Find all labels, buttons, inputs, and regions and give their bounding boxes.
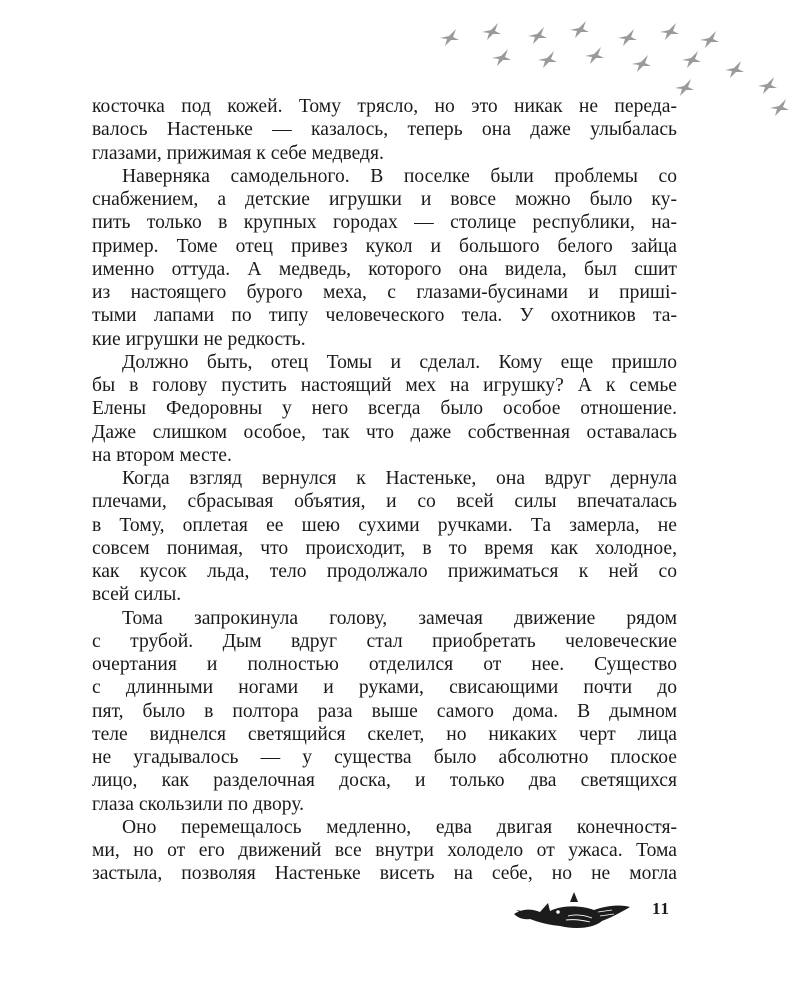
text-line: в Тому, оплетая ее шею сухими ручками. Та замерла, не bbox=[92, 514, 677, 536]
text-line: снабжением, а детские игрушки и вовсе можно было ку- bbox=[92, 189, 677, 210]
text-line: совсем понимая, что происходит, в то время как холодное, bbox=[92, 537, 677, 559]
text-line: глазами, прижимая к себе медведя. bbox=[92, 142, 384, 164]
text-line: очертания и полностью отделился от нее. Существо bbox=[92, 654, 677, 675]
text-line: как кусок льда, тело продолжало прижиматься к ней со bbox=[92, 561, 677, 582]
text-line: глаза скользили по двору. bbox=[92, 793, 305, 815]
text-line: косточка под кожей. Тому трясло, но это никак не переда- bbox=[92, 96, 677, 117]
text-line: пример. Томе отец привез кукол и большого белого зайца bbox=[92, 235, 677, 257]
text-line: Должно быть, отец Томы и сделал. Кому еще пришло bbox=[122, 351, 677, 373]
text-line: с трубой. Дым вдруг стал приобретать человеческие bbox=[92, 630, 677, 652]
text-line: Наверняка самодельного. В поселке были проблемы со bbox=[122, 165, 677, 187]
text-line: на втором месте. bbox=[92, 444, 232, 466]
text-line: пить только в крупных городах — столице республики, на- bbox=[92, 212, 677, 234]
text-line: пят, было в полтора раза выше самого дома. В дымном bbox=[92, 700, 677, 722]
text-line: Елены Федоровны у него всегда было особое отношение. bbox=[92, 398, 677, 420]
text-line: Когда взгляд вернулся к Настеньке, она вдруг дернула bbox=[122, 468, 677, 489]
body-text bbox=[92, 95, 677, 886]
text-line: Оно перемещалось медленно, едва двигая конечностя- bbox=[122, 816, 677, 838]
text-line: ми, но от его движений все внутри холодело от ужаса. Тома bbox=[92, 840, 677, 861]
text-line: бы в голову пустить настоящий мех на игрушку? А к семье bbox=[92, 375, 677, 396]
text-line: Тома запрокинула голову, замечая движение рядом bbox=[122, 607, 677, 629]
text-line: теле виднелся светящийся скелет, но никаких черт лица bbox=[92, 723, 677, 745]
bird-ornament-icon bbox=[510, 888, 640, 936]
text-line: застыла, позволяя Настеньке висеть на себе, но не могла bbox=[92, 863, 677, 885]
text-line: лицо, как разделочная доска, и только два светящихся bbox=[92, 770, 677, 792]
text-line: Даже слишком особое, так что даже собственная оставалась bbox=[92, 421, 677, 443]
text-line: с длинными ногами и руками, свисающими почти до bbox=[92, 677, 677, 699]
text-line: кие игрушки не редкость. bbox=[92, 328, 306, 350]
text-line: из настоящего бурого меха, с глазами-бусинами и пришi- bbox=[92, 282, 677, 303]
text-line: всей силы. bbox=[92, 584, 182, 606]
text-line: тыми лапами по типу человеческого тела. У охотников та- bbox=[92, 305, 677, 327]
text-line: именно оттуда. А медведь, которого она видела, был сшит bbox=[92, 258, 677, 280]
page-number: 11 bbox=[652, 899, 671, 918]
text-line: валось Настеньке — казалось, теперь она даже улыбалась bbox=[92, 119, 677, 141]
text-line: плечами, сбрасывая объятия, и со всей силы впечаталась bbox=[92, 491, 677, 513]
text-line: не угадывалось — у существа было абсолютно плоское bbox=[92, 747, 677, 768]
